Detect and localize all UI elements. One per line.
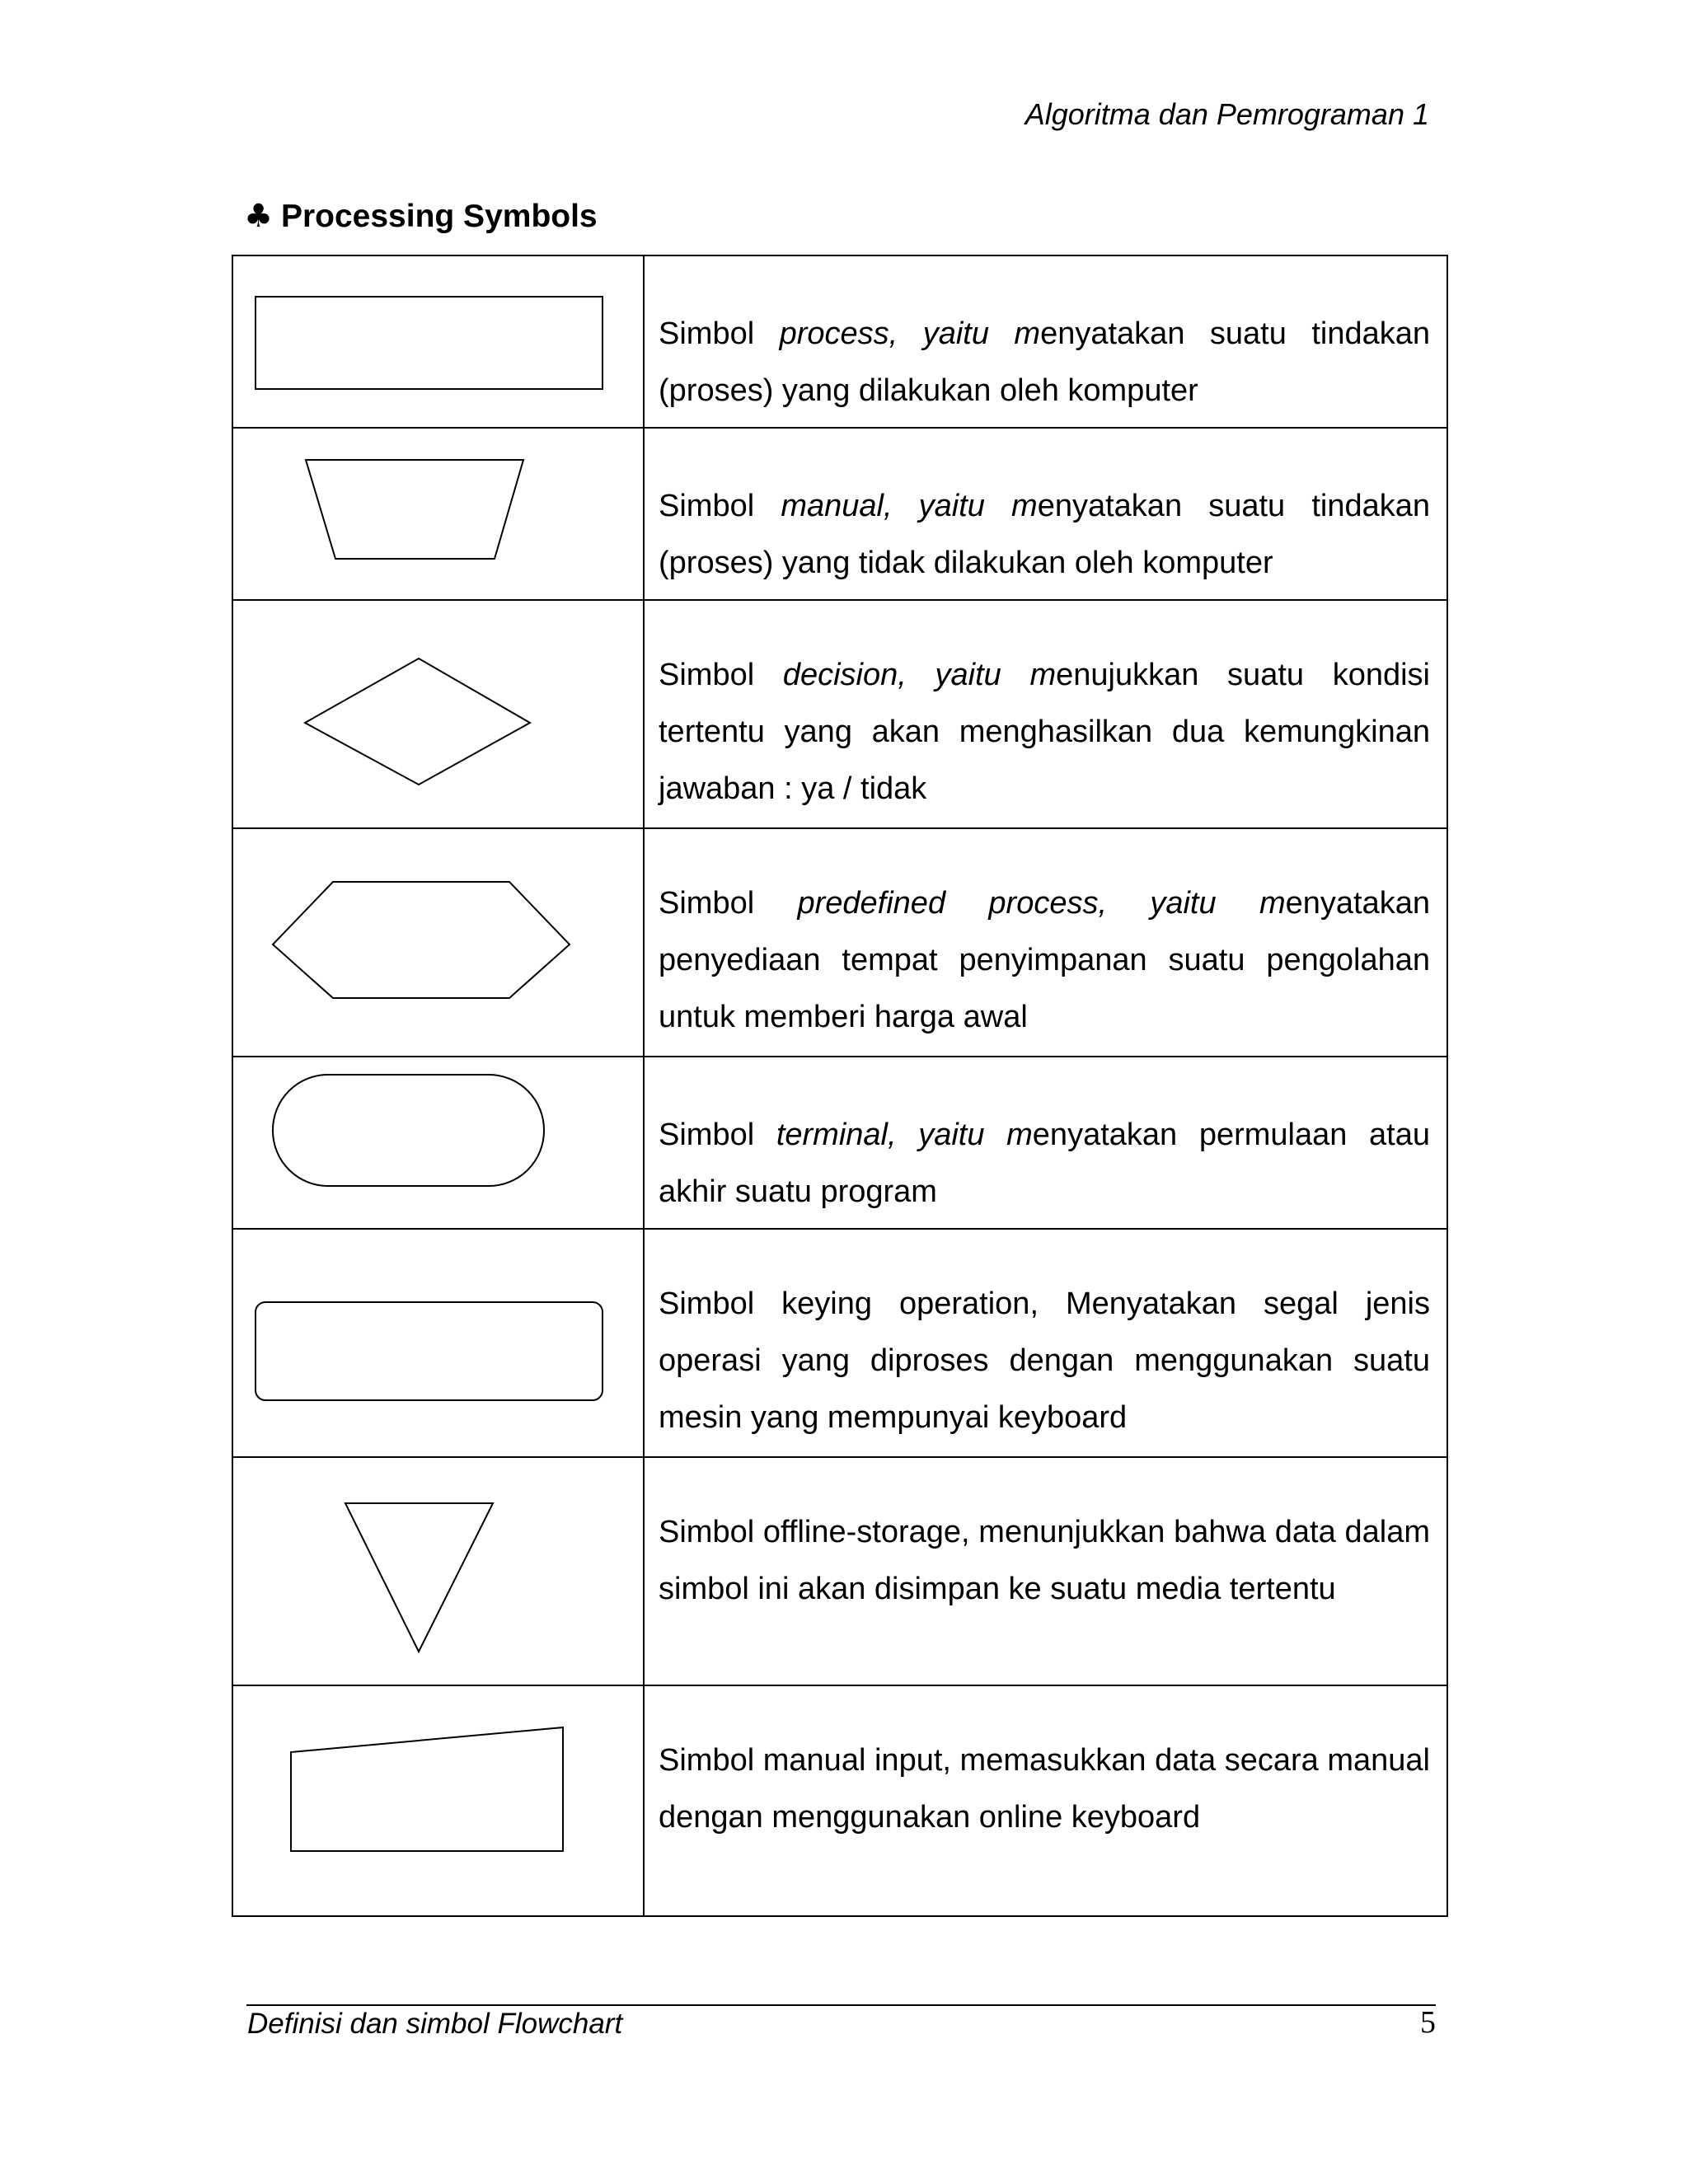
- table-row: [233, 1230, 1447, 1458]
- row-description: Simbol predefined process, yaitu menyatakan penyediaan tempat penyimpanan suatu pengolahan untuk memberi harga awal: [659, 886, 1430, 1034]
- row-description: Simbol decision, yaitu menujukkan suatu kondisi tertentu yang akan menghasilkan dua kemungkinan jawaban : ya / tidak: [659, 658, 1430, 806]
- symbol-cell: [233, 1057, 643, 1228]
- symbol-table: [232, 255, 1448, 1917]
- row-description: Simbol process, yaitu menyatakan suatu tindakan (proses) yang dilakukan oleh komputer: [659, 316, 1431, 408]
- footer-rule: [246, 2004, 1436, 2006]
- symbol-cell: [233, 256, 643, 427]
- symbol-cell: [233, 429, 643, 599]
- manual-operation-icon: [233, 429, 643, 601]
- symbol-cell: [233, 1458, 643, 1685]
- row-description: Simbol manual input, memasukkan data secara manual dengan menggunakan online keyboard: [659, 1743, 1430, 1835]
- table-row: [233, 429, 1447, 601]
- symbol-cell: [233, 1686, 643, 1917]
- symbol-cell: [233, 601, 643, 827]
- table-row: [233, 1458, 1447, 1686]
- decision-icon: [233, 601, 643, 829]
- symbol-cell: [233, 1230, 643, 1456]
- offline-storage-icon: [233, 1458, 643, 1686]
- predefined-process-icon: [233, 829, 643, 1057]
- table-row: [233, 256, 1447, 429]
- row-description: Simbol manual, yaitu menyatakan suatu tindakan (proses) yang tidak dilakukan oleh komputer: [659, 489, 1430, 580]
- section-title-text: Processing Symbols: [280, 199, 598, 234]
- footer-chapter-title: Definisi dan simbol Flowchart: [247, 2008, 623, 2040]
- section-title: [244, 198, 598, 235]
- table-row: [233, 1686, 1447, 1917]
- terminal-icon: [233, 1057, 643, 1230]
- row-description: Simbol terminal, yaitu menyatakan permulaan atau akhir suatu program: [659, 1118, 1430, 1209]
- manual-input-icon: [233, 1686, 643, 1917]
- table-row: [233, 829, 1447, 1057]
- page-number: 5: [1420, 2005, 1436, 2040]
- row-description: Simbol keying operation, Menyatakan segal jenis operasi yang diproses dengan menggunakan suatu mesin yang mempunyai keyboard: [659, 1286, 1430, 1435]
- running-header: Algoritma dan Pemrograman 1: [1025, 97, 1429, 131]
- table-row: [233, 1057, 1447, 1230]
- club-bullet-icon: ♣: [244, 198, 273, 235]
- row-description: Simbol offline-storage, menunjukkan bahwa data dalam simbol ini akan disimpan ke suatu media tertentu: [659, 1515, 1430, 1606]
- keying-operation-icon: [233, 1230, 643, 1458]
- symbol-cell: [233, 829, 643, 1056]
- process-icon: [233, 256, 643, 429]
- table-row: [233, 601, 1447, 829]
